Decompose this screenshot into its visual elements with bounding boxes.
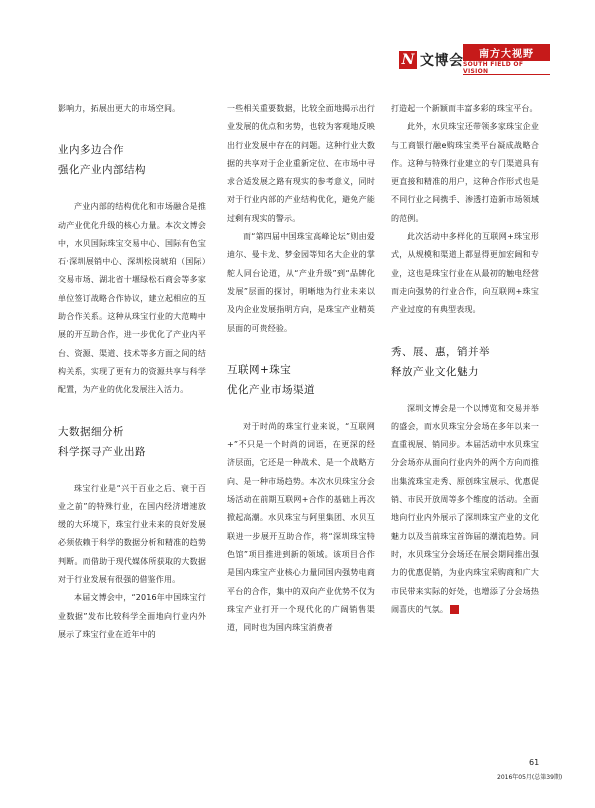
paragraph: 影响力，拓展出更大的市场空间。 bbox=[58, 104, 181, 113]
section-subtitle: 科学探寻产业出路 bbox=[58, 445, 146, 458]
paragraph: 此次活动中多样化的互联网+珠宝形式，从规模和渠道上都显得更加宏阔和专业，这也是珠宝行业在从最初的触电经营而走向强势的行业合作，向互联网+珠宝产业过度的有典型表现。 bbox=[391, 232, 539, 315]
paragraph: 珠宝行业是“兴于百业之后、衰于百业之前”的特殊行业，在国内经济增速放缓的大环境下，珠宝行业未来的良好发展必须依赖于科学的数据分析和精准的趋势判断。而借助于现代媒体所获取的大数据对于行业发展有很强的借鉴作用。 bbox=[58, 483, 206, 585]
n-logo-icon: N bbox=[399, 51, 417, 69]
paragraph: 一些相关重要数据，比较全面地揭示出行业发展的优点和劣势，也较为客观地反映出行业发展中存在的问题。这种行业大数据的共享对于企业重新定位、在市场中寻求合适发展之路有现实的参考意义，同时对于行业内部的产业结构优化，避免产能过剩有现实的警示。 bbox=[227, 104, 375, 223]
text-column-3 bbox=[391, 100, 539, 619]
section-subtitle: 释放产业文化魅力 bbox=[391, 365, 479, 378]
issue-label: 2016年05月(总第39期) bbox=[497, 774, 563, 781]
paragraph-text: 深圳文博会是一个以博览和交易并举的盛会，而水贝珠宝分会场在多年以来一直重视展、销同步。本届活动中水贝珠宝分会场亦从面向行业内外的两个方向而推出集流珠宝走秀、原创珠宝展示、优惠促销、市民开放周等多个维度的活动。全面地向行业内外展示了深圳珠宝产业的文化魅力以及当前珠宝首饰届的潮流趋势。同时，水贝珠宝分会场还在展会期间推出强力的优惠促销，为业内珠宝采购商和广大市民带来实际的好处，也增添了分会场热闹喜庆的气氛。 bbox=[391, 403, 539, 614]
section-tag-cn: 南方大视野 bbox=[463, 44, 550, 61]
section-title: 大数据细分析 bbox=[58, 425, 124, 438]
section-tag bbox=[463, 44, 550, 74]
page-header bbox=[0, 44, 595, 80]
section-title: 互联网+珠宝 bbox=[227, 363, 292, 376]
section-heading bbox=[391, 342, 539, 382]
end-mark-icon: N bbox=[450, 605, 459, 614]
section-subtitle: 强化产业内部结构 bbox=[58, 164, 146, 177]
paragraph bbox=[391, 400, 539, 620]
paragraph: 本届文博会中，“2016年中国珠宝行业数据”发布比较科学全面地向行业内外展示了珠宝行业在近年中的 bbox=[58, 593, 206, 639]
section-heading bbox=[58, 422, 206, 462]
text-column-2 bbox=[227, 100, 375, 637]
section-title: 业内多边合作 bbox=[58, 144, 124, 157]
paragraph: 对于时尚的珠宝行业来说，“互联网+”不只是一个时尚的词语，在更深的经济层面，它还是一种战术、是一个战略方向、是一种市场趋势。本次水贝珠宝分会场活动在前期互联网+合作的基础上再次掀起高潮。水贝珠宝与阿里集团、水贝互联进一步展开互助合作，将“深圳珠宝特色馆”项目推进到新的领域。该项目合作是国内珠宝产业核心力量同国内强势电商平台的合作，集中的双向产业优势不仅为珠宝产业打开一个现代化的广阔销售渠道，同时也为国内珠宝消费者 bbox=[227, 421, 375, 633]
page-number: 61 bbox=[529, 758, 540, 767]
section-subtitle: 优化产业市场渠道 bbox=[227, 383, 315, 396]
section-tag-en: SOUTH FIELD OF VISION bbox=[463, 61, 550, 75]
paragraph: 产业内部的结构优化和市场融合是推动产业优化升级的核心力量。本次文博会中，水贝国际珠宝交易中心、国际有色宝石·深圳展销中心、深圳松岗琥珀（国际）交易市场、湖北省十堰绿松石商会等多家单位签订战略合作协议，建立起相应的互助合作关系。这种从珠宝行业的大范畴中展的开互助合作，进一步优化了产业内平台、资源、渠道、技术等多方面之间的结构关系，实现了更有力的资源共享与科学配置，为产业的优化发展注入活力。 bbox=[58, 202, 206, 395]
paragraph: 打造起一个新颖而丰富多彩的珠宝平台。 bbox=[391, 104, 538, 113]
paragraph: 而“第四届中国珠宝高峰论坛”则由爱迪尔、曼卡龙、梦金园等知名大企业的掌舵人同台论道，从“产业升级”到“品牌化发展”层面的探讨，明晰地为行业未来以及内企业发展指明方向，是珠宝产业精英层面的可贵经验。 bbox=[227, 232, 375, 333]
section-title: 秀、展、惠，销并举 bbox=[391, 345, 490, 358]
section-heading bbox=[227, 360, 375, 400]
section-heading bbox=[58, 140, 206, 180]
brand-logo bbox=[399, 50, 464, 70]
brand-name: 文博会 bbox=[420, 53, 464, 69]
text-column-1 bbox=[58, 100, 206, 644]
paragraph: 此外，水贝珠宝还带领多家珠宝企业与工商银行融e购珠宝类平台凝成战略合作。这种与特殊行业建立的专门渠道具有更直接和精准的用户，这种合作形式也是不同行业之间携手、渗透打造新市场领域的范例。 bbox=[391, 122, 539, 223]
